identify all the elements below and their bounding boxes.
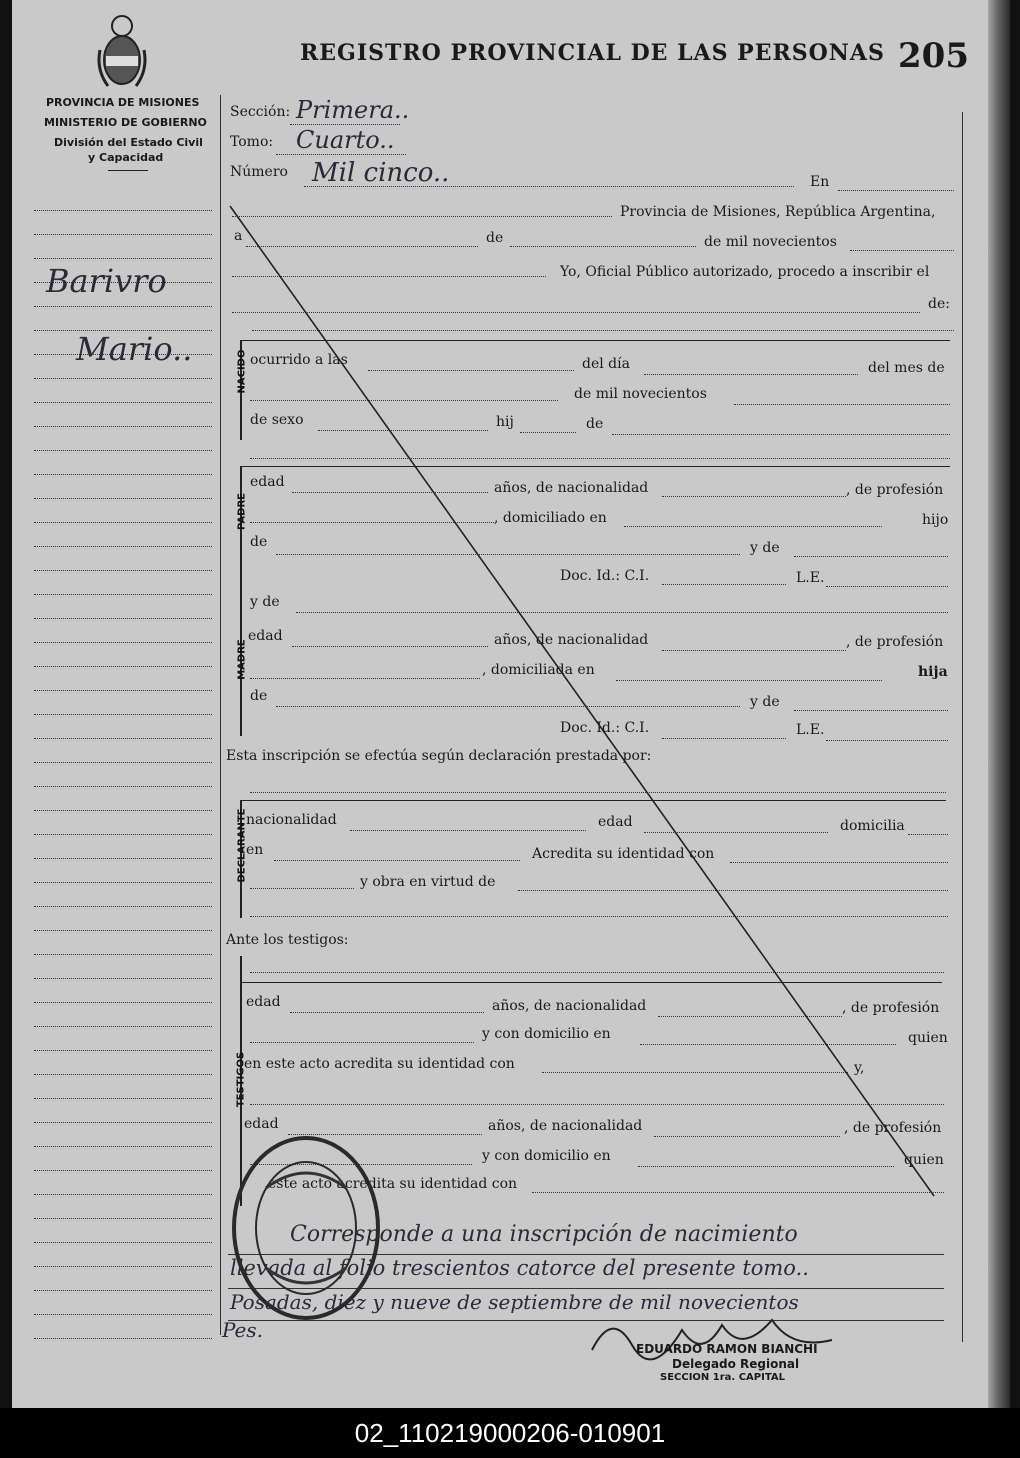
ocurrido-label: ocurrido a las [250, 352, 348, 368]
seccion-label: Sección: [230, 104, 291, 120]
note-line-3-text: Posadas, diez y nueve de septiembre de mil novecientos [230, 1290, 799, 1314]
signature-section: SECCION 1ra. CAPITAL [660, 1372, 785, 1383]
declarante-label: DECLARANTE [236, 808, 248, 883]
testigos-line: Ante los testigos: [226, 932, 349, 948]
hija-label: hija [918, 664, 948, 680]
doc-label: Doc. Id.: C.I. [560, 720, 650, 736]
cancellation-line [12, 0, 1000, 1408]
signature-role: Delegado Regional [672, 1357, 800, 1371]
de-label: de [586, 416, 604, 432]
nacionalidad-label: años, de nacionalidad [494, 480, 649, 496]
org-line-4: y Capacidad [88, 151, 164, 164]
nacionalidad-label-2: años, de nacionalidad [488, 1118, 643, 1134]
nacionalidad-label: años, de nacionalidad [492, 998, 647, 1014]
quien-label: quien [908, 1030, 948, 1046]
domiciliado-label: , domiciliado en [494, 510, 607, 526]
nacido-label: NACIDO [236, 349, 248, 394]
profesion-label-2: , de profesión [844, 1120, 942, 1136]
tomo-label: Tomo: [230, 134, 274, 150]
edad-label-2: edad [244, 1116, 279, 1132]
de-sexo-label: de sexo [250, 412, 304, 428]
y-label: y, [854, 1060, 865, 1076]
domiciliada-label: , domiciliada en [482, 662, 595, 678]
image-id-footer: 02_110219000206-010901 [0, 1408, 1020, 1458]
page-number: 205 [898, 36, 969, 76]
doc-label: Doc. Id.: C.I. [560, 568, 650, 584]
profesion-label: , de profesión [846, 482, 944, 498]
edad-label: edad [248, 628, 283, 644]
de-mil-nov-label: de mil novecientos [574, 386, 707, 402]
edad-label: edad [598, 814, 633, 830]
numero-label: Número [230, 164, 288, 180]
registry-page [12, 0, 1000, 1408]
edad-label: edad [246, 994, 281, 1010]
con-domicilio-label: y con domicilio en [482, 1026, 611, 1042]
y-de-label-2: y de [750, 694, 780, 710]
note-line-2-text: llevada al folio trescientos catorce del presente tomo.. [230, 1256, 809, 1280]
margin-given-name: Mario.. [76, 330, 193, 368]
con-domicilio-label-2: y con domicilio en [482, 1148, 611, 1164]
margin-surname: Barivro [46, 262, 167, 300]
oficial-line: Yo, Oficial Público autorizado, procedo a inscribir el [560, 264, 930, 280]
signature-name: EDUARDO RAMON BIANCHI [636, 1342, 818, 1356]
en-label: En [810, 174, 830, 190]
y-de-label: y de [750, 540, 780, 556]
de-mil-novecientos-label: de mil novecientos [704, 234, 837, 250]
testigos-label: TESTIGOS [235, 1051, 247, 1108]
de-label: de [486, 230, 504, 246]
hij-label: hij [496, 414, 514, 430]
del-dia-label: del día [582, 356, 630, 372]
page-title: REGISTRO PROVINCIAL DE LAS PERSONAS [300, 40, 885, 66]
a-label: a [234, 228, 243, 244]
nacionalidad-label: años, de nacionalidad [494, 632, 649, 648]
hijo-label: hijo [922, 512, 949, 528]
y-de-label: y de [250, 594, 280, 610]
le-label: L.E. [796, 570, 825, 586]
org-line-2: MINISTERIO DE GOBIERNO [44, 116, 207, 129]
del-mes-label: del mes de [868, 360, 945, 376]
le-label: L.E. [796, 722, 825, 738]
de-colon-label: de: [928, 296, 950, 312]
provincia-line: Provincia de Misiones, República Argentina, [620, 204, 936, 220]
de-label: de [250, 534, 268, 550]
note-line-4-text: Pes. [222, 1318, 264, 1342]
official-stamp-icon [226, 1128, 396, 1328]
de-label: de [250, 688, 268, 704]
en-label: en [246, 842, 264, 858]
edad-label: edad [250, 474, 285, 490]
profesion-label: , de profesión [846, 634, 944, 650]
obra-label: y obra en virtud de [360, 874, 496, 890]
numero-value: Mil cinco.. [312, 158, 450, 188]
declaracion-line: Esta inscripción se efectúa según declaración prestada por: [226, 748, 652, 764]
quien-label-2: quien [904, 1152, 944, 1168]
profesion-label: , de profesión [842, 1000, 940, 1016]
acredita-label-2: este acto acredita su identidad con [268, 1176, 518, 1192]
nacionalidad-label: nacionalidad [246, 812, 337, 828]
acredita-label: en este acto acredita su identidad con [244, 1056, 515, 1072]
note-line-1-text: Corresponde a una inscripción de nacimiento [290, 1222, 798, 1247]
madre-label: MADRE [236, 639, 248, 680]
tomo-value: Cuarto.. [296, 126, 395, 154]
org-line-3: División del Estado Civil [54, 136, 203, 149]
seccion-value: Primera.. [296, 96, 410, 124]
padre-label: PADRE [236, 493, 248, 530]
acredita-label: Acredita su identidad con [532, 846, 715, 862]
domicilia-label: domicilia [840, 818, 905, 834]
org-line-1: PROVINCIA DE MISIONES [46, 96, 200, 109]
